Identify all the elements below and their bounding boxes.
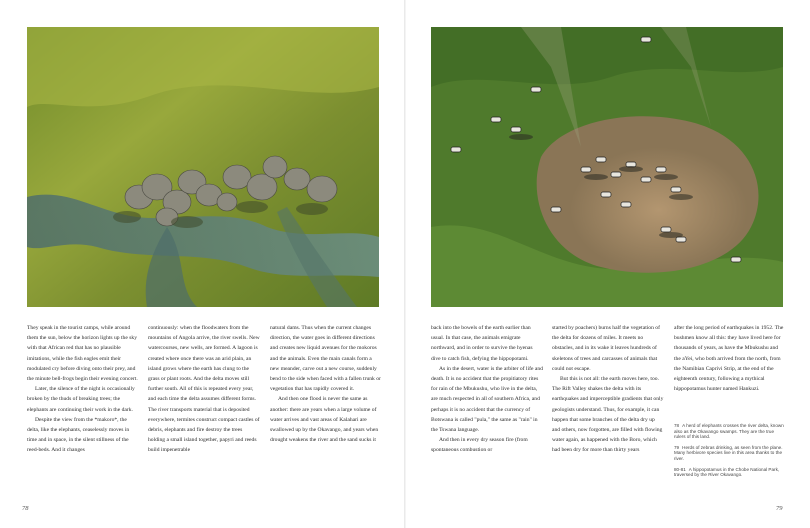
paragraph: started by poachers) burns half the vegetation of the delta for dozens of miles. It meets no obstacles, and in its wake it leaves hundreds of skeletons of trees and carcasses of animals that could not escape. <box>552 325 660 372</box>
page-number-left: 78 <box>22 505 29 512</box>
paragraph: They speak in the tourist camps, while around them the sun, below the horizon lights up the sky with that African red that has no plausible imitations, while the fish eagles emit their modulated cry before diving onto their prey, and the minute bell-frogs begin their evening concert. <box>27 325 138 383</box>
paragraph: Despite the view from the *makoro*, the delta, like the elephants, ceaselessly moves in time and in space, in the silent stillness of the reed-beds. And it changes <box>27 416 130 454</box>
paragraph: continuously: when the floodwaters from the mountains of Angola arrive, the river swells. New watercourses, new wells, are formed. A lagoon is created where once there was an arid plain, an island grows where the earth has clung to the grass or plant roots. And the delta moves still further south. All of this is repeated every year, and each time the delta assumes different forms. The river transports material that is deposited everywhere, termites construct compact castles of debris, elephants and fire destroy the trees holding a small island together, papyri and reeds build impenetrable <box>148 325 260 454</box>
text-column-4 <box>431 323 543 456</box>
aerial-zebras-photo <box>431 27 783 307</box>
text-column-2 <box>148 323 260 456</box>
text-column-3 <box>270 323 382 445</box>
page-number-right: 79 <box>776 505 783 512</box>
paragraph: And then one flood is never the same as another: there are years when a large volume of water arrives and vast areas of Kalahari are swallowed up by the Okavango, and years when drought weakens the river and the sand sucks it <box>270 396 379 444</box>
paragraph: back into the bowels of the earth earlier than usual. In that case, the animals emigrate northward, and in order to survive the hyenas dive to catch fish, defying the hippopotami. <box>431 325 533 362</box>
paragraph: Later, the silence of the night is occasionally broken by the thuds of breaking trees; the elephants are continuing their work in the dark. <box>27 386 135 413</box>
caption-text: A herd of elephants crosses the river delta, known also as the Okavango swamps. They are the true rulers of this land. <box>674 423 784 440</box>
caption <box>674 467 786 478</box>
paragraph: natural dams. Thus when the current changes direction, the water goes in different directions and creates new liquid avenues for the mokoros and the animals. Even the main canals form a new meander, carve out a new course, suddenly bend to the side when faced with a fallen trunk or vegetation that has rapidly covered it. <box>270 325 381 393</box>
caption-text: Herds of zebras drinking, as seen from the plane. Many herbivore species live in this area thanks to the river. <box>674 444 783 461</box>
caption <box>674 445 786 462</box>
paragraph: As in the desert, water is the arbiter of life and death. It is no accident that the propitiatory rites for rain of the Mbukushu, who live in the delta, are much respected in all of southern Africa, and perhaps it is no accident that the currency of Botswana is called "pula," the same as "rain" in the Tswana language. <box>431 365 543 434</box>
caption-text: A hippopotamus in the Chobe National Park, traversed by the River Okavango. <box>674 466 780 478</box>
text-column-1 <box>27 323 139 456</box>
caption-number: 80-81 <box>674 466 686 472</box>
caption-number: 79 <box>674 444 680 450</box>
text-column-6 <box>674 323 786 394</box>
paragraph: But this is not all: the earth moves here, too. The Rift Valley shakes the delta with its earthquakes and imperceptible gradients that only geologists understand. Thus, for example, it can happen that some branches of the delta dry up and others, now forgotten, are filled with flowing water again, as happened with the Boro, which had been dry for more than thirty years <box>552 376 664 454</box>
caption <box>674 423 786 440</box>
text-column-5 <box>552 323 664 456</box>
paragraph: And then in every dry season fire (from spontaneous combustion or <box>431 437 528 454</box>
book-gutter <box>404 0 406 528</box>
paragraph: after the long period of earthquakes in 1952. The bushmen know all this: they have lived here for thousands of years, as have the Mbukushu and the aYei, who both arrived from the north, from the Namibian Caprivi Strip, at the end of the eighteenth century, following a mythical hippopotamus hunter named Hankuzi. <box>674 325 784 393</box>
caption-number: 78 <box>674 423 680 428</box>
aerial-elephants-photo <box>27 27 379 307</box>
photo-captions <box>674 423 786 483</box>
